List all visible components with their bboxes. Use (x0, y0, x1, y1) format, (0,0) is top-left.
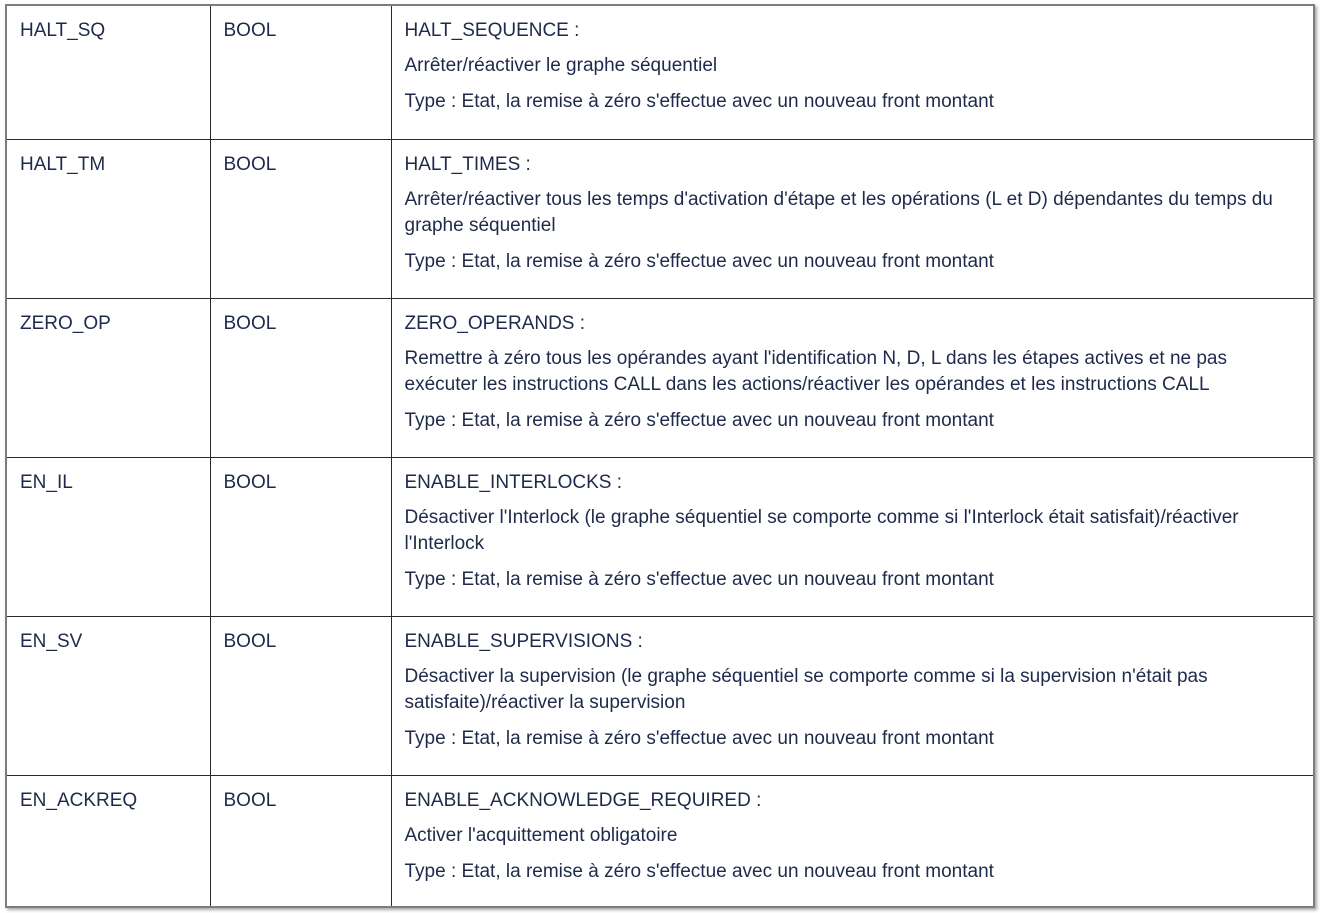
description-text: Activer l'acquittement obligatoire (404, 824, 678, 846)
table-row (7, 775, 1313, 908)
parameter-name: ZERO_OP (7, 298, 210, 457)
description-title: HALT_TIMES : (404, 153, 531, 175)
parameter-type: BOOL (210, 775, 391, 908)
description-type-note: Type : Etat, la remise à zéro s'effectue avec un nouveau front montant (404, 727, 994, 749)
parameter-description (391, 139, 1313, 298)
description-text: Arrêter/réactiver le graphe séquentiel (404, 55, 718, 76)
table-row (7, 6, 1313, 139)
description-title: ZERO_OPERANDS : (404, 312, 586, 334)
description-type-note: Type : Etat, la remise à zéro s'effectue avec un nouveau front montant (404, 250, 994, 272)
parameter-name: EN_IL (7, 457, 210, 616)
parameter-name: EN_ACKREQ (7, 775, 210, 908)
parameter-description (391, 6, 1313, 139)
parameter-table-frame (5, 4, 1315, 908)
parameter-description (391, 298, 1313, 457)
description-type-note: Type : Etat, la remise à zéro s'effectue avec un nouveau front montant (404, 860, 994, 882)
parameter-type: BOOL (210, 6, 391, 139)
description-text: Désactiver la supervision (le graphe séquentiel se comporte comme si la supervision n'était pas satisfaite)/réactiver la supervision (404, 665, 1208, 713)
description-title: ENABLE_SUPERVISIONS : (404, 630, 643, 652)
parameter-type: BOOL (210, 139, 391, 298)
description-title: HALT_SEQUENCE : (404, 20, 580, 41)
description-text: Désactiver l'Interlock (le graphe séquentiel se comporte comme si l'Interlock était satisfait)/réactiver l'Interlock (404, 506, 1239, 554)
parameter-name: HALT_SQ (7, 6, 210, 139)
description-text: Arrêter/réactiver tous les temps d'activation d'étape et les opérations (L et D) dépendantes du temps du graphe séquentiel (404, 188, 1273, 236)
parameter-type: BOOL (210, 457, 391, 616)
description-title: ENABLE_ACKNOWLEDGE_REQUIRED : (404, 789, 762, 811)
parameter-name: EN_SV (7, 616, 210, 775)
parameter-name: HALT_TM (7, 139, 210, 298)
description-type-note: Type : Etat, la remise à zéro s'effectue avec un nouveau front montant (404, 91, 994, 112)
table-row (7, 298, 1313, 457)
parameter-description (391, 775, 1313, 908)
parameter-type: BOOL (210, 616, 391, 775)
description-title: ENABLE_INTERLOCKS : (404, 471, 623, 493)
parameter-type: BOOL (210, 298, 391, 457)
parameter-description (391, 457, 1313, 616)
description-text: Remettre à zéro tous les opérandes ayant l'identification N, D, L dans les étapes actives et ne pas exécuter les instructions CALL dans les actions/réactiver les opérandes et les instructions CALL (404, 347, 1227, 395)
description-type-note: Type : Etat, la remise à zéro s'effectue avec un nouveau front montant (404, 568, 994, 590)
parameter-table (7, 6, 1313, 908)
table-row (7, 139, 1313, 298)
table-row (7, 616, 1313, 775)
parameter-description (391, 616, 1313, 775)
description-type-note: Type : Etat, la remise à zéro s'effectue avec un nouveau front montant (404, 409, 994, 431)
table-row (7, 457, 1313, 616)
